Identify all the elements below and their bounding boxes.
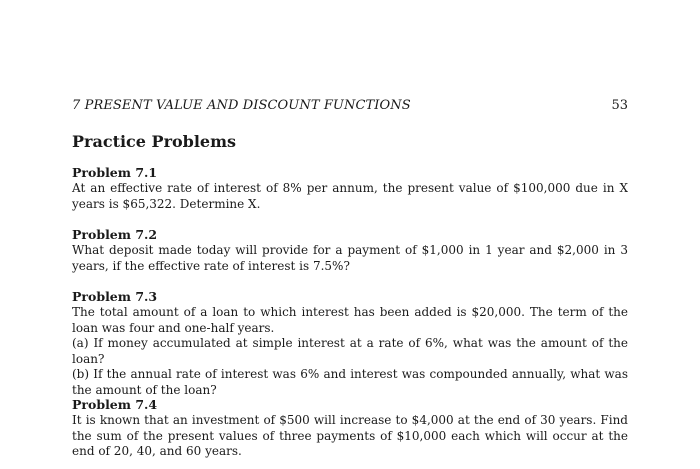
problem-heading: Problem 7.3: [72, 289, 158, 304]
problem-heading: Problem 7.1: [72, 165, 158, 180]
running-head: 7 PRESENT VALUE AND DISCOUNT FUNCTIONS: [72, 98, 411, 113]
problem-text: The total amount of a loan to which interest has been added is $20,000. The term of the loan was four and one-half years.: [72, 305, 628, 335]
problem-heading: Problem 7.4: [72, 397, 158, 412]
problem-text: What deposit made today will provide for a payment of $1,000 in 1 year and $2,000 in 3 years, if the effective rate of interest is 7.5%?: [72, 243, 628, 273]
problem-part-b: (b) If the annual rate of interest was 6% and interest was compounded annually, what was the amount of the loan?: [72, 367, 628, 397]
problem-7-1: [72, 164, 628, 212]
problem-heading: Problem 7.2: [72, 227, 158, 242]
section-title: Practice Problems: [72, 132, 237, 151]
problem-text: It is known that an investment of $500 will increase to $4,000 at the end of 30 years. Find the sum of the present values of three payments of $10,000 each which will occur at the end of 20, 40, and 60 years.: [72, 413, 628, 458]
problem-part-a: (a) If money accumulated at simple interest at a rate of 6%, what was the amount of the loan?: [72, 336, 628, 366]
page-number: 53: [611, 98, 628, 113]
problem-7-3: [72, 288, 628, 398]
problem-text: At an effective rate of interest of 8% per annum, the present value of $100,000 due in X years is $65,322. Determine X.: [72, 181, 628, 211]
problem-7-4: [72, 396, 628, 460]
problem-7-2: [72, 226, 628, 274]
